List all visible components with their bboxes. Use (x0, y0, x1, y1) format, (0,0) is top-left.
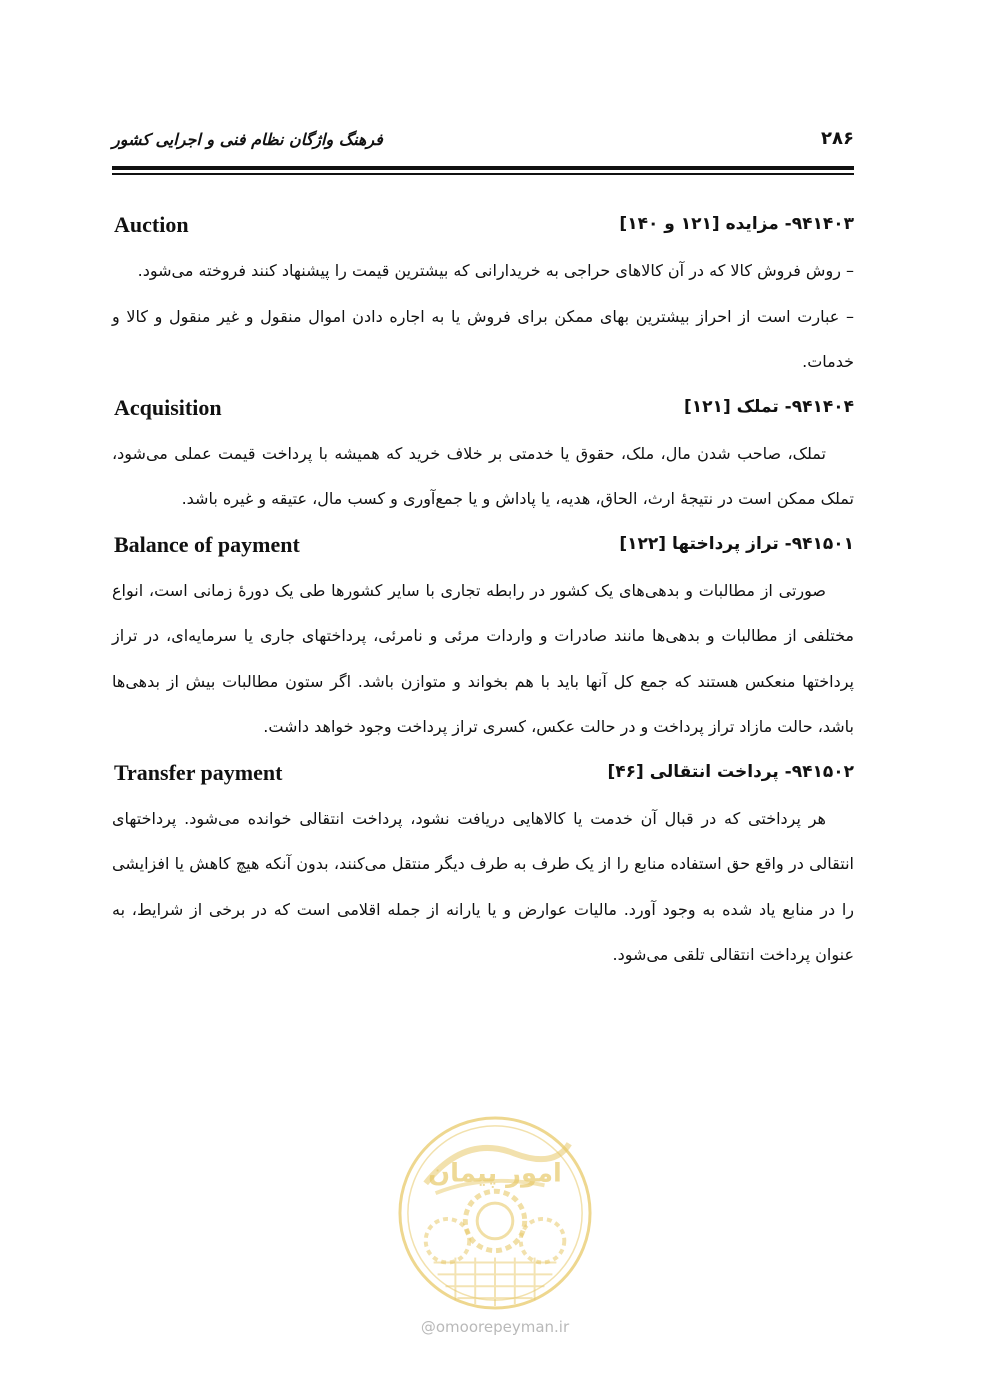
entry-term-english: Transfer payment (114, 759, 283, 785)
entry-term-persian: ۹۴۱۵۰۱- تراز پرداختها [۱۲۲] (619, 533, 854, 554)
entry-definition: صورتی از مطالبات و بدهی‌های یک کشور در رابطه تجاری با سایر کشورها طی یک دورهٔ زمانی است، انواع مختلفی از مطالبات و بدهی‌ها مانند صادرات و واردات مرئی و نامرئی، پرداختهای جاری یا سرمایه‌ای، در تراز پرداختها منعکس هستند که جمع کل آنها باید با هم بخواند و متوازن باشد. اگر ستون مطالبات بیش از بدهی‌ها باشد، حالت مازاد تراز پرداخت و در حالت عکس، کسری تراز پرداخت وجود خواهد داشت. (112, 580, 854, 736)
entry-definition: – عبارت است از احراز بیشترین بهای ممکن برای فروش یا به اجاره دادن اموال منقول و غیر منقول و کالا و خدمات. (112, 306, 854, 371)
entry-heading (112, 210, 854, 246)
watermark-logo-text: امور پیمان (428, 1158, 562, 1189)
entry-term-persian: ۹۴۱۴۰۴- تملک [۱۲۱] (684, 396, 854, 417)
entry-term-persian: ۹۴۱۴۰۳- مزایده [۱۲۱ و ۱۴۰] (619, 214, 854, 234)
entry-term-persian: ۹۴۱۵۰۲- پرداخت انتقالی [۴۶] (607, 761, 854, 782)
page-number: ۲۸۶ (821, 128, 854, 149)
header-rule-thick (112, 166, 854, 170)
glossary-entry-transfer-payment (112, 758, 854, 978)
entry-heading (112, 758, 854, 794)
entry-term-english: Acquisition (114, 394, 222, 420)
glossary-content (112, 210, 854, 978)
entry-term-english: Auction (114, 212, 189, 237)
entry-definition: – روش فروش کالا که در آن کالاهای حراجی به خریدارانی که بیشترین قیمت را پیشنهاد کنند فروخته می‌شود. (137, 261, 854, 280)
header-rule-thin (112, 173, 854, 175)
page-header (112, 128, 854, 158)
entry-heading (112, 530, 854, 566)
glossary-entry-acquisition (112, 393, 854, 522)
glossary-entry-auction (112, 210, 854, 385)
entry-term-english: Balance of payment (114, 531, 300, 557)
entry-definition: تملک، صاحب شدن مال، ملک، حقوق یا خدمتی بر خلاف خرید که همیشه با پرداخت قیمت عملی می‌شود، تملک ممکن است در نتیجهٔ ارث، الحاق، هدیه، یا پاداش و یا جمع‌آوری و کسب مال، عتیقه و غیره باشد. (112, 443, 854, 508)
watermark-logo (396, 1114, 594, 1312)
book-title: فرهنگ واژگان نظام فنی و اجرایی کشور (112, 130, 383, 149)
entry-definition: هر پرداختی که در قبال آن خدمت یا کالاهایی دریافت نشود، پرداخت انتقالی خوانده می‌شود. پرداختهای انتقالی در واقع حق استفاده منابع را از یک طرف به طرف دیگر منتقل می‌کنند، بدون آنکه هیچ کاهش یا افزایشی را در منابع یاد شده به وجود آورد. مالیات عوارض و یا یارانه از جمله اقلامی است که در برخی از شرایط، به عنوان پرداخت انتقالی تلقی می‌شود. (112, 808, 854, 964)
entry-heading (112, 393, 854, 429)
glossary-entry-balance-of-payment (112, 530, 854, 750)
watermark-url: @omoorepeyman.ir (420, 1318, 570, 1336)
